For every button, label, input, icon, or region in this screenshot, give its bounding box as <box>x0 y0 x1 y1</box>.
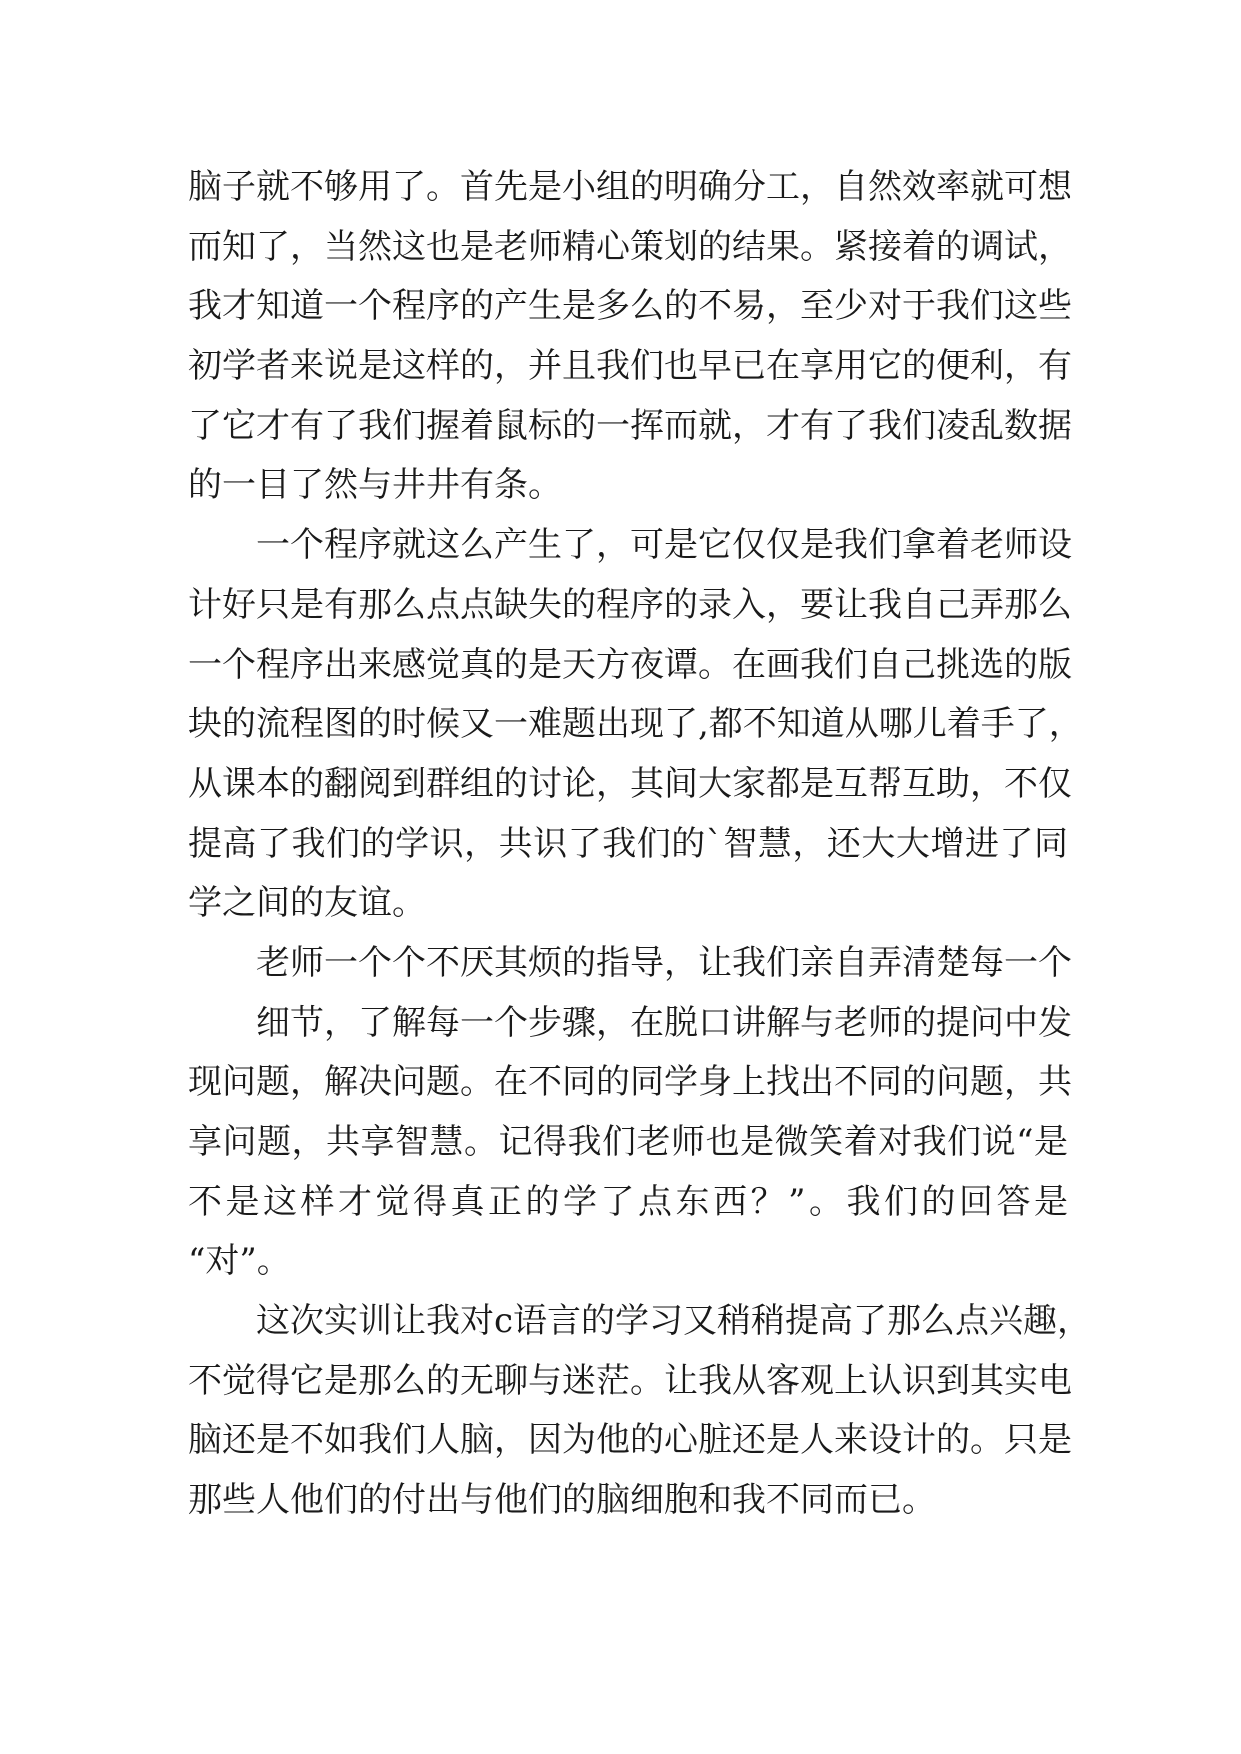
text-line: 提高了我们的学识，共识了我们的`智慧，还大大增进了同 <box>188 823 1068 864</box>
text-line: 老师一个个不厌其烦的指导，让我们亲自弄清楚每一个 <box>256 942 1072 983</box>
text-line: 块的流程图的时候又一难题出现了,都不知道从哪儿着手了， <box>188 704 1083 745</box>
text-line: 了它才有了我们握着鼠标的一挥而就，才有了我们凌乱数据 <box>188 405 1072 446</box>
text-line: 不觉得它是那么的无聊与迷茫。让我从客观上认识到其实电 <box>188 1360 1072 1401</box>
text-line: 的一目了然与井井有条。 <box>188 465 562 506</box>
text-line: 一个程序出来感觉真的是天方夜谭。在画我们自己挑选的版 <box>188 644 1072 685</box>
text-line: 现问题，解决问题。在不同的同学身上找出不同的问题，共 <box>188 1062 1072 1103</box>
document-body <box>188 158 1092 1531</box>
text-line: 初学者来说是这样的，并且我们也早已在享用它的便利，有 <box>188 346 1072 387</box>
text-line: 而知了，当然这也是老师精心策划的结果。紧接着的调试， <box>188 226 1072 267</box>
text-line: 享问题，共享智慧。记得我们老师也是微笑着对我们说“是 <box>188 1122 1068 1162</box>
text-line: “对”。 <box>188 1241 291 1282</box>
text-line: 一个程序就这么产生了，可是它仅仅是我们拿着老师设 <box>256 525 1072 566</box>
text-line: 不是这样才觉得真正的学了点东西？”。我们的回答是 <box>188 1181 1068 1222</box>
text-line: 那些人他们的付出与他们的脑细胞和我不同而已。 <box>188 1480 936 1521</box>
text-line: 从课本的翻阅到群组的讨论，其间大家都是互帮互助，不仅 <box>188 763 1072 804</box>
text-line: 我才知道一个程序的产生是多么的不易，至少对于我们这些 <box>188 286 1072 327</box>
text-line: 细节，了解每一个步骤，在脱口讲解与老师的提问中发 <box>256 1002 1072 1043</box>
text-line: 脑子就不够用了。首先是小组的明确分工，自然效率就可想 <box>188 167 1072 207</box>
text-line: 学之间的友谊。 <box>188 883 426 924</box>
text-line: 这次实训让我对c语言的学习又稍稍提高了那么点兴趣， <box>256 1301 1092 1342</box>
text-line: 脑还是不如我们人脑，因为他的心脏还是人来设计的。只是 <box>188 1420 1072 1461</box>
text-line: 计好只是有那么点点缺失的程序的录入，要让我自己弄那么 <box>188 584 1072 625</box>
